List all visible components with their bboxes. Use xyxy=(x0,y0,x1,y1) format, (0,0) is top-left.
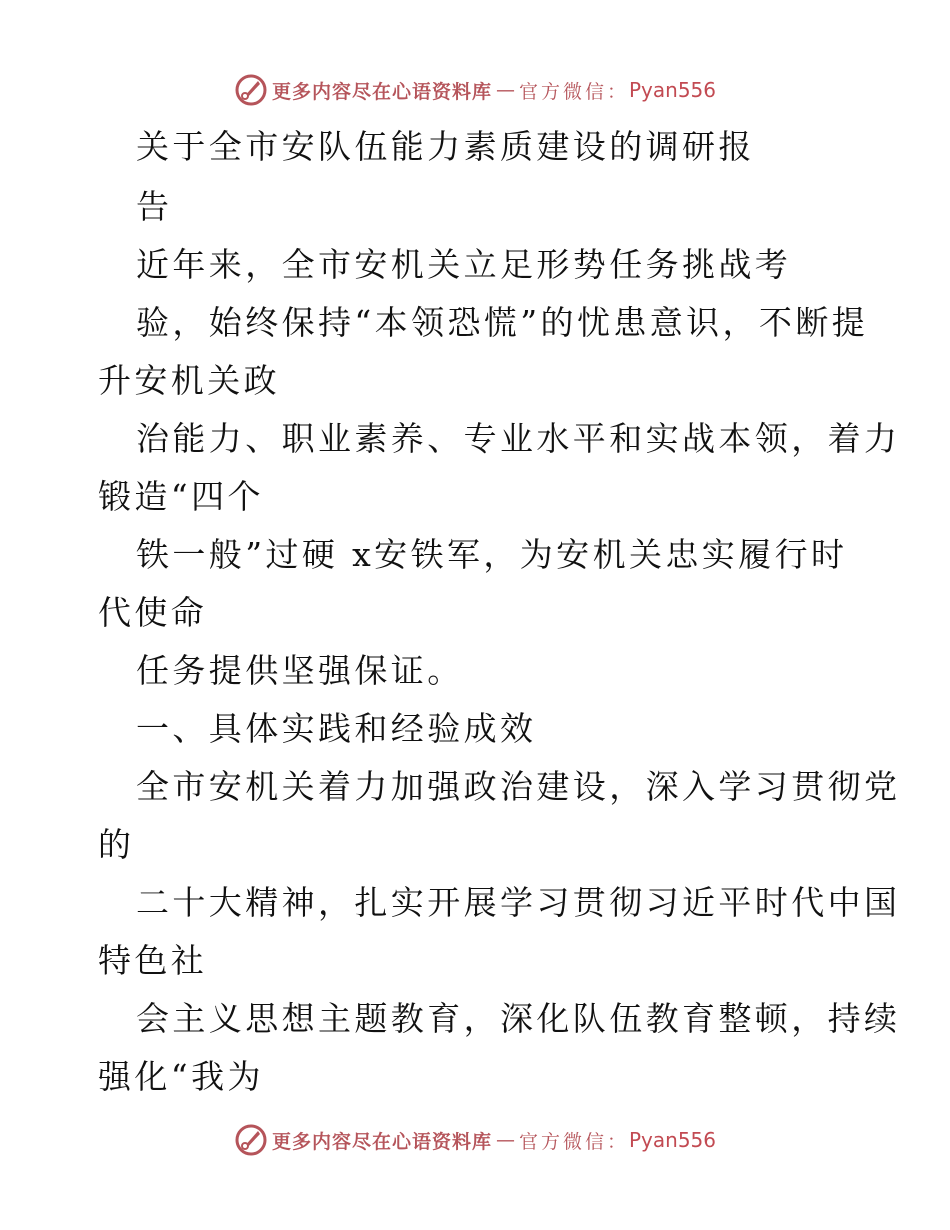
doc-title-line-1: 关于全市安队伍能力素质建设的调研报 xyxy=(136,127,755,166)
paragraph-line: 治能力、职业素养、专业水平和实战本领，着力 xyxy=(136,419,901,458)
watermark-label: 官方微信： xyxy=(518,80,629,103)
paragraph-line: 近年来，全市安机关立足形势任务挑战考 xyxy=(136,245,792,284)
header-watermark xyxy=(0,70,950,110)
quill-logo-icon xyxy=(234,73,268,107)
section-heading: 一、具体实践和经验成效 xyxy=(136,709,537,748)
watermark-title: 更多内容尽在心语资料库 xyxy=(271,1130,492,1153)
watermark-wechat-id: Pyan556 xyxy=(629,78,717,102)
paragraph-line: 任务提供坚强保证。 xyxy=(136,651,464,690)
watermark-dash: — xyxy=(495,1129,515,1151)
paragraph-line: 强化“我为 xyxy=(98,1057,264,1096)
paragraph-line: 代使命 xyxy=(98,593,208,632)
watermark-label: 官方微信： xyxy=(518,1130,629,1153)
paragraph-line: 二十大精神，扎实开展学习贯彻习近平时代中国 xyxy=(136,883,901,922)
watermark-dash: — xyxy=(495,79,515,101)
paragraph-line: 的 xyxy=(98,825,135,864)
paragraph-line: 锻造“四个 xyxy=(98,477,264,516)
watermark-wechat-id: Pyan556 xyxy=(629,1128,717,1152)
paragraph-line: 全市安机关着力加强政治建设，深入学习贯彻党 xyxy=(136,767,901,806)
paragraph-line: 升安机关政 xyxy=(98,361,280,400)
paragraph-line: 特色社 xyxy=(98,941,208,980)
quill-logo-icon xyxy=(234,1123,268,1157)
paragraph-line: 会主义思想主题教育，深化队伍教育整顿，持续 xyxy=(136,999,901,1038)
doc-title-line-2: 告 xyxy=(136,187,173,226)
watermark-title: 更多内容尽在心语资料库 xyxy=(271,80,492,103)
paragraph-line: 铁一般”过硬 x安铁军，为安机关忠实履行时 xyxy=(136,535,848,574)
paragraph-line: 验，始终保持“本领恐慌”的忧患意识，不断提 xyxy=(136,303,869,342)
footer-watermark xyxy=(0,1120,950,1160)
